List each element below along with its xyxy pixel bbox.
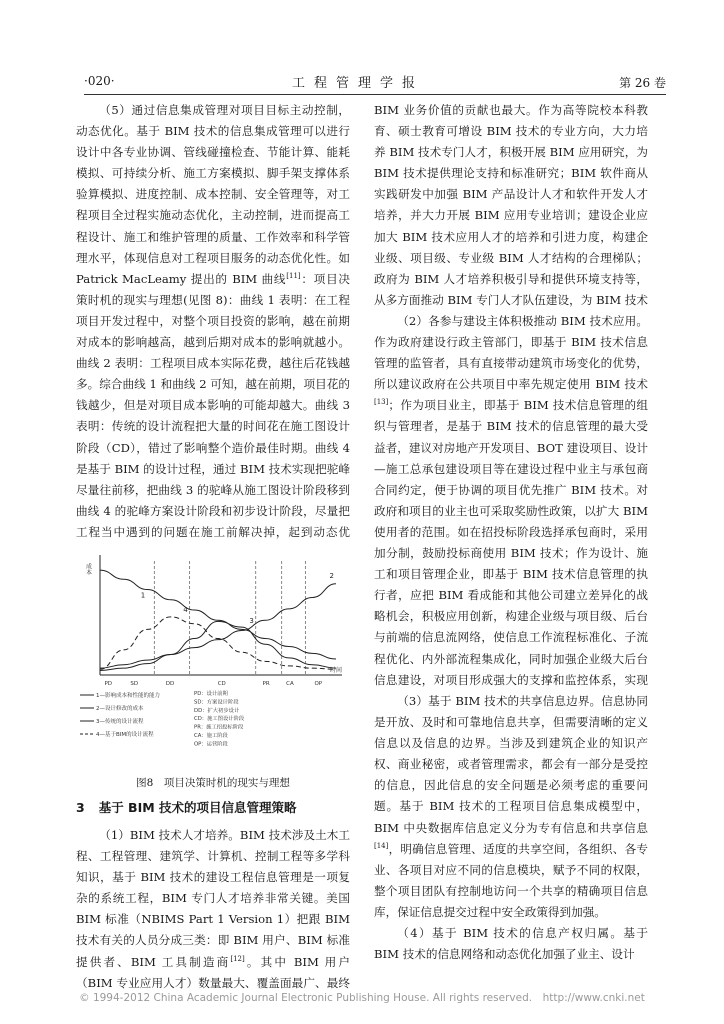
paragraph-text: ；作为项目业主，即基于 BIM 技术信息管理的组织与管理者，是基于 BIM 技术的信息管理的最大受益者，建议对房地产开发项目、BOT 建设项目、设计—施工总承包建设项目等在建设过程中业主与承包商合同约定，便于协调的项目优先推广 BIM 技术。对政府和项目的业主也可采取奖励性政策，以扩大 BIM 使用者的范围。如在招投标阶段选择承包商时，采用加分制，鼓励投标商使用 BIM 技术；作为设计、施工和项目管理企业，即基于 BIM 技术信息管理的执行者，应把 BIM 看成能和其他公司建立差异化的战略机会，积极应用创新，构建企业级与项目级、后台与前端的信息流网络，使信息工作流程标准化、子流程优化、内外部流程集成化，同时加强企业级大后台信息建设，对项目形成强大的支撑和监控体系，实现 bbox=[374, 398, 648, 687]
section-heading bbox=[76, 797, 350, 819]
section-title: 基于 BIM 技术的项目信息管理策略 bbox=[98, 800, 297, 815]
citation: [12] bbox=[230, 954, 245, 963]
citation: [13] bbox=[374, 398, 389, 407]
paragraph-text: （2）各参与建设主体积极推动 BIM 技术应用。作为政府建设行政主管部门，即基于 BIM 技术信息管理的监管者，具有直接带动建筑市场变化的优势，所以建议政府在公共项目中率先规定使用 BIM 技术 bbox=[374, 314, 648, 392]
phase-tick-label: CA bbox=[286, 681, 294, 687]
curve-number-label: 4 bbox=[183, 605, 188, 614]
series-line-3 bbox=[100, 621, 336, 670]
phase-legend-entry: DD：扩大初步设计 bbox=[194, 707, 240, 714]
paragraph-property-rights bbox=[374, 923, 648, 966]
legend-entry: 1—影响成本和性能的能力 bbox=[96, 693, 161, 699]
phase-legend-entry: CD：施工图设计阶段 bbox=[194, 716, 245, 723]
left-column bbox=[76, 100, 350, 994]
curve-number-label: 2 bbox=[329, 571, 335, 580]
paragraph-text: （5）通过信息集成管理对项目目标主动控制，动态优化。基于 BIM 技术的信息集成管理可以进行设计中各专业协调、管线碰撞检查、节能计算、能耗模拟、可持续分析、施工方案模拟、脚手架支撑体系验算模拟、进度控制、成本控制、安全管理等，对工程项目全过程实施动态优化，主动控制，进而提高工程设计、施工和维护管理的质量、工作效率和科学管理水平，体现信息对工程项目服务的动态优化性。如 Patrick MacLeamy 提出的 BIM 曲线 bbox=[76, 103, 350, 286]
page-number: ·020· bbox=[84, 74, 115, 88]
series-line-2 bbox=[100, 584, 336, 668]
paragraph-text: （4）基于 BIM 技术的信息产权归属。基于 BIM 技术的信息网络和动态优化加强了业主、设计 bbox=[374, 926, 648, 962]
curve-number-label: 3 bbox=[249, 617, 254, 626]
volume-label: 第 26 卷 bbox=[619, 76, 666, 90]
phase-tick-label: OP bbox=[314, 681, 323, 687]
phase-tick-label: SD bbox=[130, 681, 139, 687]
legend-entry: 2—设计修改的成本 bbox=[96, 706, 144, 712]
curve-number-label: 1 bbox=[140, 591, 146, 600]
page-header bbox=[84, 72, 666, 92]
phase-tick-label: PR bbox=[262, 681, 270, 687]
paragraph-text: ，明确信息管理、适度的共享空间，各组织、各专业、各项目对应不同的信息模块，赋予不同的权限，整个项目团队有控制地访问一个共享的精确项目信息库，保证信息提交过程中安全政策得到加强。 bbox=[374, 841, 648, 919]
paragraph-bim-value bbox=[374, 100, 648, 311]
copyright-footer: © 1994-2012 China Academic Journal Electronic Publishing House. All rights reserved. http://www.cnki.net bbox=[79, 992, 645, 1004]
paragraph-text: ：项目决策时机的现实与理想(见图 8)：曲线 1 表明：在工程项目开发过程中，对整个项目投资的影响，越在前期对成本的影响越高，越到后期对成本的影响就越小。曲线 2 表明：工程项目成本实际花费，越往后花钱越多。综合曲线 1 和曲线 2 可知，越在前期，项目花的钱越少，但是对项目成本影响的可能却越大。曲线 3 表明：传统的设计流程把大量的时间花在施工图设计阶段（CD），错过了影响整个造价最佳时期。曲线 4 是基于 BIM 的设计过程，通过 BIM 技术实现把驼峰尽量往前移，把曲线 3 的驼峰从施工图设计阶段移到曲线 4 的驼峰方案设计阶段和初步设计阶段，尽量把工程当中遇到的问题在施工前解决掉，起到动态优 bbox=[76, 271, 350, 539]
citation: [11] bbox=[286, 271, 301, 280]
right-column bbox=[374, 100, 648, 966]
phase-legend-entry: SD：方案设计阶段 bbox=[194, 699, 239, 706]
figure-caption: 图8 项目决策时机的现实与理想 bbox=[136, 777, 290, 789]
figure-bim-curve bbox=[76, 547, 350, 773]
journal-title: 工程管理学报 bbox=[292, 76, 425, 91]
phase-tick-label: PD bbox=[104, 681, 113, 687]
phase-legend-entry: CA：施工阶段 bbox=[194, 733, 228, 739]
legend-entry: 3—传统的设计流程 bbox=[96, 719, 144, 725]
phase-legend-entry: PD：设计前期 bbox=[194, 691, 228, 697]
paragraph-talent-training bbox=[76, 825, 350, 994]
phase-tick-label: CD bbox=[217, 681, 226, 687]
phase-legend-entry: OP：运营阶段 bbox=[194, 741, 228, 748]
bim-curve-chart bbox=[76, 547, 350, 773]
phase-legend-entry: PR：施工招投标阶段 bbox=[194, 724, 244, 731]
x-axis-label: 时间 bbox=[330, 667, 343, 674]
header-rule bbox=[84, 94, 666, 95]
paragraph-text: （1）BIM 技术人才培养。BIM 技术涉及土木工程、工程管理、建筑学、计算机、控制工程等多学科知识，基于 BIM 技术的建设工程信息管理是一项复杂的系统工程，BIM 专门人才培养非常关键。美国 BIM 标准（NBIMS Part 1 Version 1）把跟 BIM 技术有关的人员分成三类：即 BIM 用户、BIM 标准提供者、BIM 工具制造商 bbox=[76, 828, 350, 969]
legend-entry: 4—基于BIM的设计流程 bbox=[96, 732, 154, 738]
paragraph-dynamic-optimization bbox=[76, 100, 350, 543]
paragraph-information-boundary bbox=[374, 691, 648, 923]
phase-tick-label: DD bbox=[165, 681, 175, 687]
citation: [14] bbox=[374, 841, 389, 850]
section-number: 3 bbox=[76, 800, 85, 815]
series-line-1 bbox=[100, 570, 336, 659]
paragraph-stakeholders bbox=[374, 311, 648, 691]
y-axis-label: 成本 bbox=[84, 563, 92, 575]
paragraph-text: （3）基于 BIM 技术的共享信息边界。信息协同是开放、及时和可靠地信息共享，但需要清晰的定义信息以及信息的边界。当涉及到建筑企业的知识产权、商业秘密，或者管理需求，都会有一部分是受控的信息，因此信息的安全问题是必须考虑的重要问题。基于 BIM 技术的工程项目信息集成模型中，BIM 中央数据库信息定义分为专有信息和共享信息 bbox=[374, 694, 648, 835]
paragraph-text: 。其中 BIM 用户（BIM 专业应用人才）数量最大、覆盖面最广、最终 bbox=[76, 954, 350, 990]
paragraph-text: BIM 业务价值的贡献也最大。作为高等院校本科教育、硕士教育可增设 BIM 技术的专业方向，大力培养 BIM 技术专门人才，积极开展 BIM 应用研究，为 BIM 技术提供理论支持和标准研究；BIM 软件商从实践研发中加强 BIM 产品设计人才和软件开发人才培养，并大力开展 BIM 应用专业培训；建设企业应加大 BIM 技术应用人才的培养和引进力度，构建企业级、项目级、专业级 BIM 人才结构的合理梯队；政府为 BIM 人才培养积极引导和提供环境支持等，从多方面推动 BIM 专门人才队伍建设，为 BIM 技术 bbox=[374, 103, 648, 307]
